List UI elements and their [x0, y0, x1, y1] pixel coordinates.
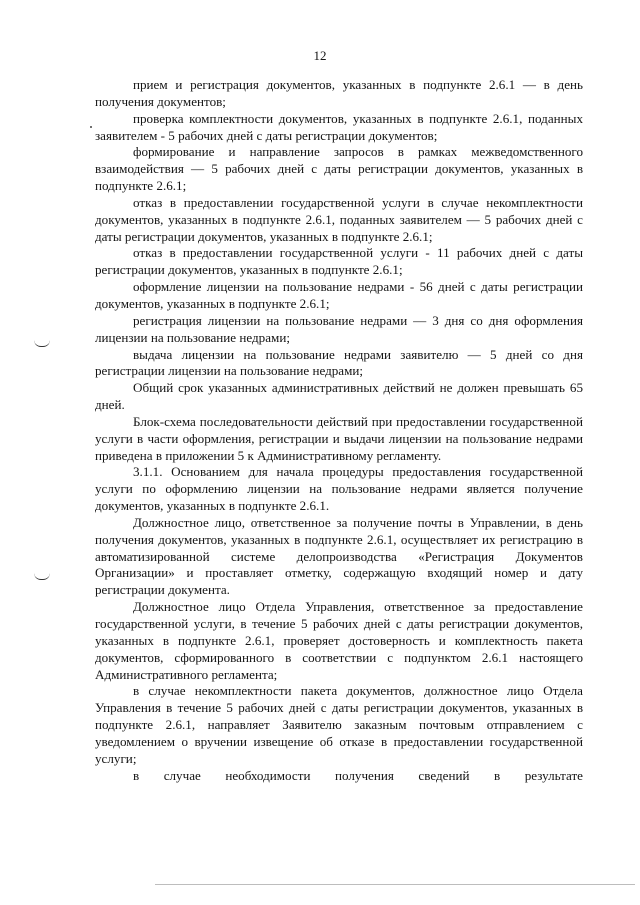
paragraph: формирование и направление запросов в рамках межведомственного взаимодействия — 5 рабочих дней с даты регистрации документов, указанных в подпункте 2.6.1; [95, 144, 583, 194]
paragraph: Блок-схема последовательности действий при предоставлении государственной услуги в части оформления, регистрации и выдачи лицензии на пользование недрами приведена в приложении 5 к Административному регламенту. [95, 413, 583, 463]
document-body [95, 77, 583, 784]
paragraph: отказ в предоставлении государственной услуги - 11 рабочих дней с даты регистрации документов, указанных в подпункте 2.6.1; [95, 245, 583, 278]
paragraph: отказ в предоставлении государственной услуги в случае некомплектности документов, указанных в подпункте 2.6.1, поданных заявителем — 5 рабочих дней с даты регистрации документов, указанных в подпункте 2.6.1; [95, 194, 583, 244]
scan-edge-line [155, 884, 635, 885]
paragraph: Общий срок указанных административных действий не должен превышать 65 дней. [95, 380, 583, 413]
page-number: 12 [313, 48, 327, 63]
paragraph: оформление лицензии на пользование недрами - 56 дней с даты регистрации документов, указанных в подпункте 2.6.1; [95, 279, 583, 311]
paragraph: 3.1.1. Основанием для начала процедуры предоставления государственной услуги по оформлению лицензии на пользование недрами является получение документов, указанных в подпункте 2.6.1. [95, 464, 583, 514]
binding-hole-mark [34, 573, 50, 580]
scan-speck [90, 126, 92, 128]
paragraph: регистрация лицензии на пользование недрами — 3 дня со дня оформления лицензии на пользование недрами; [95, 312, 583, 345]
paragraph: прием и регистрация документов, указанных в подпункте 2.6.1 — в день получения документов; [95, 77, 583, 109]
paragraph: в случае некомплектности пакета документов, должностное лицо Отдела Управления в течение 5 рабочих дней с даты регистрации документов, указанных в подпункте 2.6.1, направляет Заявителю заказным почтовым отправлением с уведомлением о вручении извещение об отказе в предоставлении государственной услуги; [95, 683, 583, 766]
paragraph: проверка комплектности документов, указанных в подпункте 2.6.1, поданных заявителем - 5 рабочих дней с даты регистрации документов; [95, 110, 583, 143]
paragraph: Должностное лицо, ответственное за получение почты в Управлении, в день получения документов, указанных в подпункте 2.6.1, осуществляет их регистрацию в автоматизированной системе делопроизводства «Регистрация Документов Организации» и проставляет отметку, содержащую входящий номер и дату регистрации документа. [95, 514, 583, 598]
paragraph: выдача лицензии на пользование недрами заявителю — 5 дней со дня регистрации лицензии на пользование недрами; [95, 346, 583, 379]
paragraph: в случае необходимости получения сведений в результате [133, 767, 583, 783]
binding-hole-mark [34, 340, 50, 347]
paragraph: Должностное лицо Отдела Управления, ответственное за предоставление государственной услуги, в течение 5 рабочих дней с даты регистрации документов, указанных в подпункте 2.6.1, проверяет достоверность и комплектность пакета документов, сформированного в соответствии с подпунктом 2.6.1 настоящего Административного регламента; [95, 599, 583, 682]
